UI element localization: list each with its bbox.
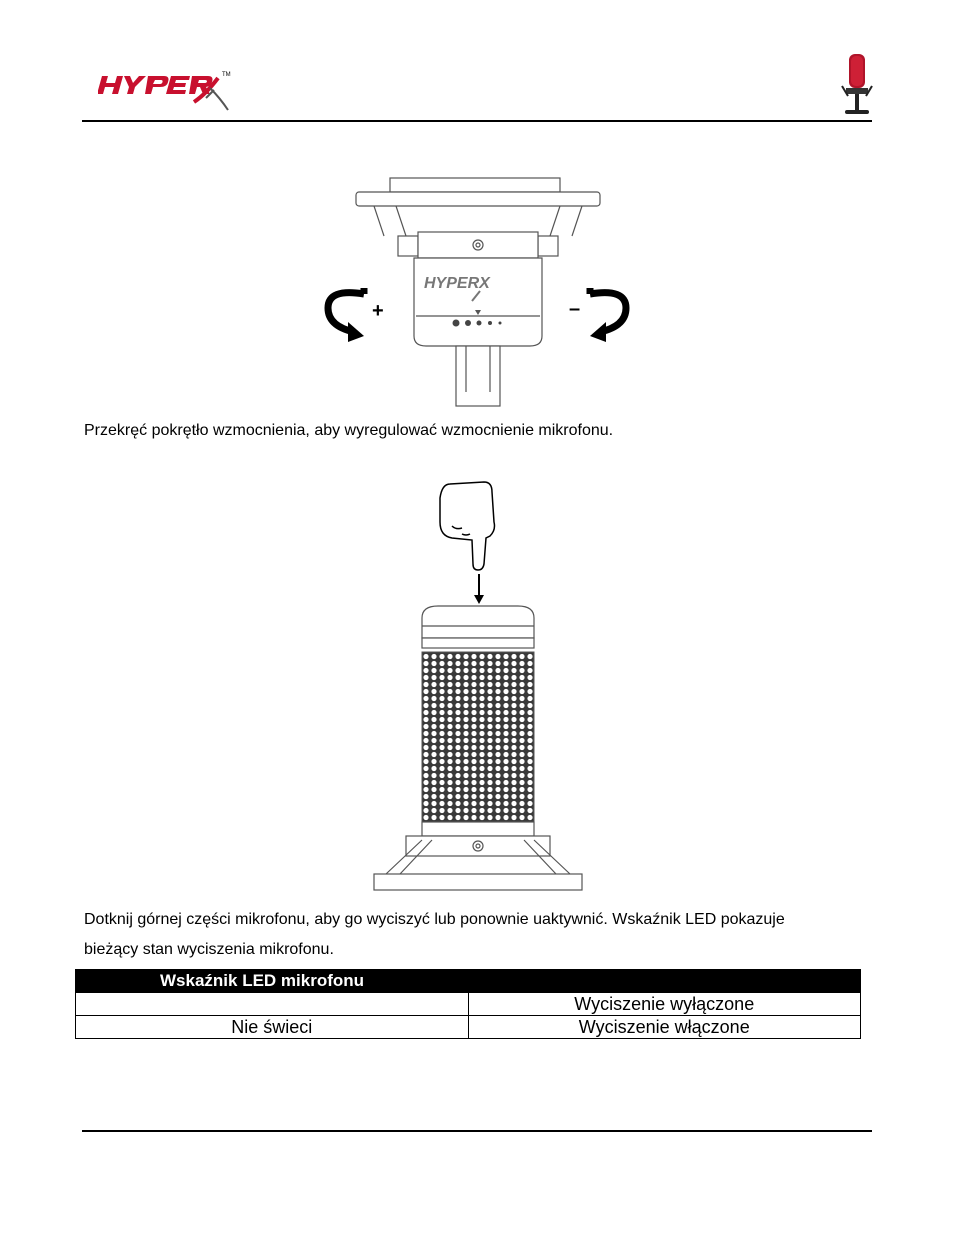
plus-label: + xyxy=(372,300,384,322)
table-row xyxy=(76,993,861,1016)
minus-label: – xyxy=(569,298,581,320)
led-status-table xyxy=(75,969,861,1039)
mute-instruction-line-2: bieżący stan wyciszenia mikrofonu. xyxy=(84,941,334,958)
footer-divider xyxy=(82,1130,872,1132)
gain-instruction: Przekręć pokrętło wzmocnienia, aby wyregulować wzmocnienie mikrofonu. xyxy=(84,422,614,439)
mute-instruction xyxy=(84,905,874,965)
led-cell: Nie świeci xyxy=(76,1016,469,1039)
brand-engraving: HYPERX xyxy=(424,275,490,292)
tap-to-mute-diagram xyxy=(366,478,590,894)
table-header: Wskaźnik LED mikrofonu xyxy=(76,970,861,993)
microphone-icon xyxy=(838,52,876,118)
trademark-label: TM xyxy=(222,72,231,78)
pointing-hand-icon xyxy=(440,482,495,570)
header-divider xyxy=(82,120,872,122)
status-cell: Wyciszenie włączone xyxy=(468,1016,861,1039)
led-cell xyxy=(76,993,469,1016)
hyperx-logo xyxy=(98,68,234,114)
status-cell: Wyciszenie wyłączone xyxy=(468,993,861,1016)
mute-instruction-line-1: Dotknij górnej części mikrofonu, aby go wyciszyć lub ponownie uaktywnić. Wskaźnik LED pokazuje xyxy=(84,911,785,928)
gain-knob-diagram xyxy=(320,176,636,408)
table-row xyxy=(76,1016,861,1039)
table-header-row xyxy=(76,970,861,993)
